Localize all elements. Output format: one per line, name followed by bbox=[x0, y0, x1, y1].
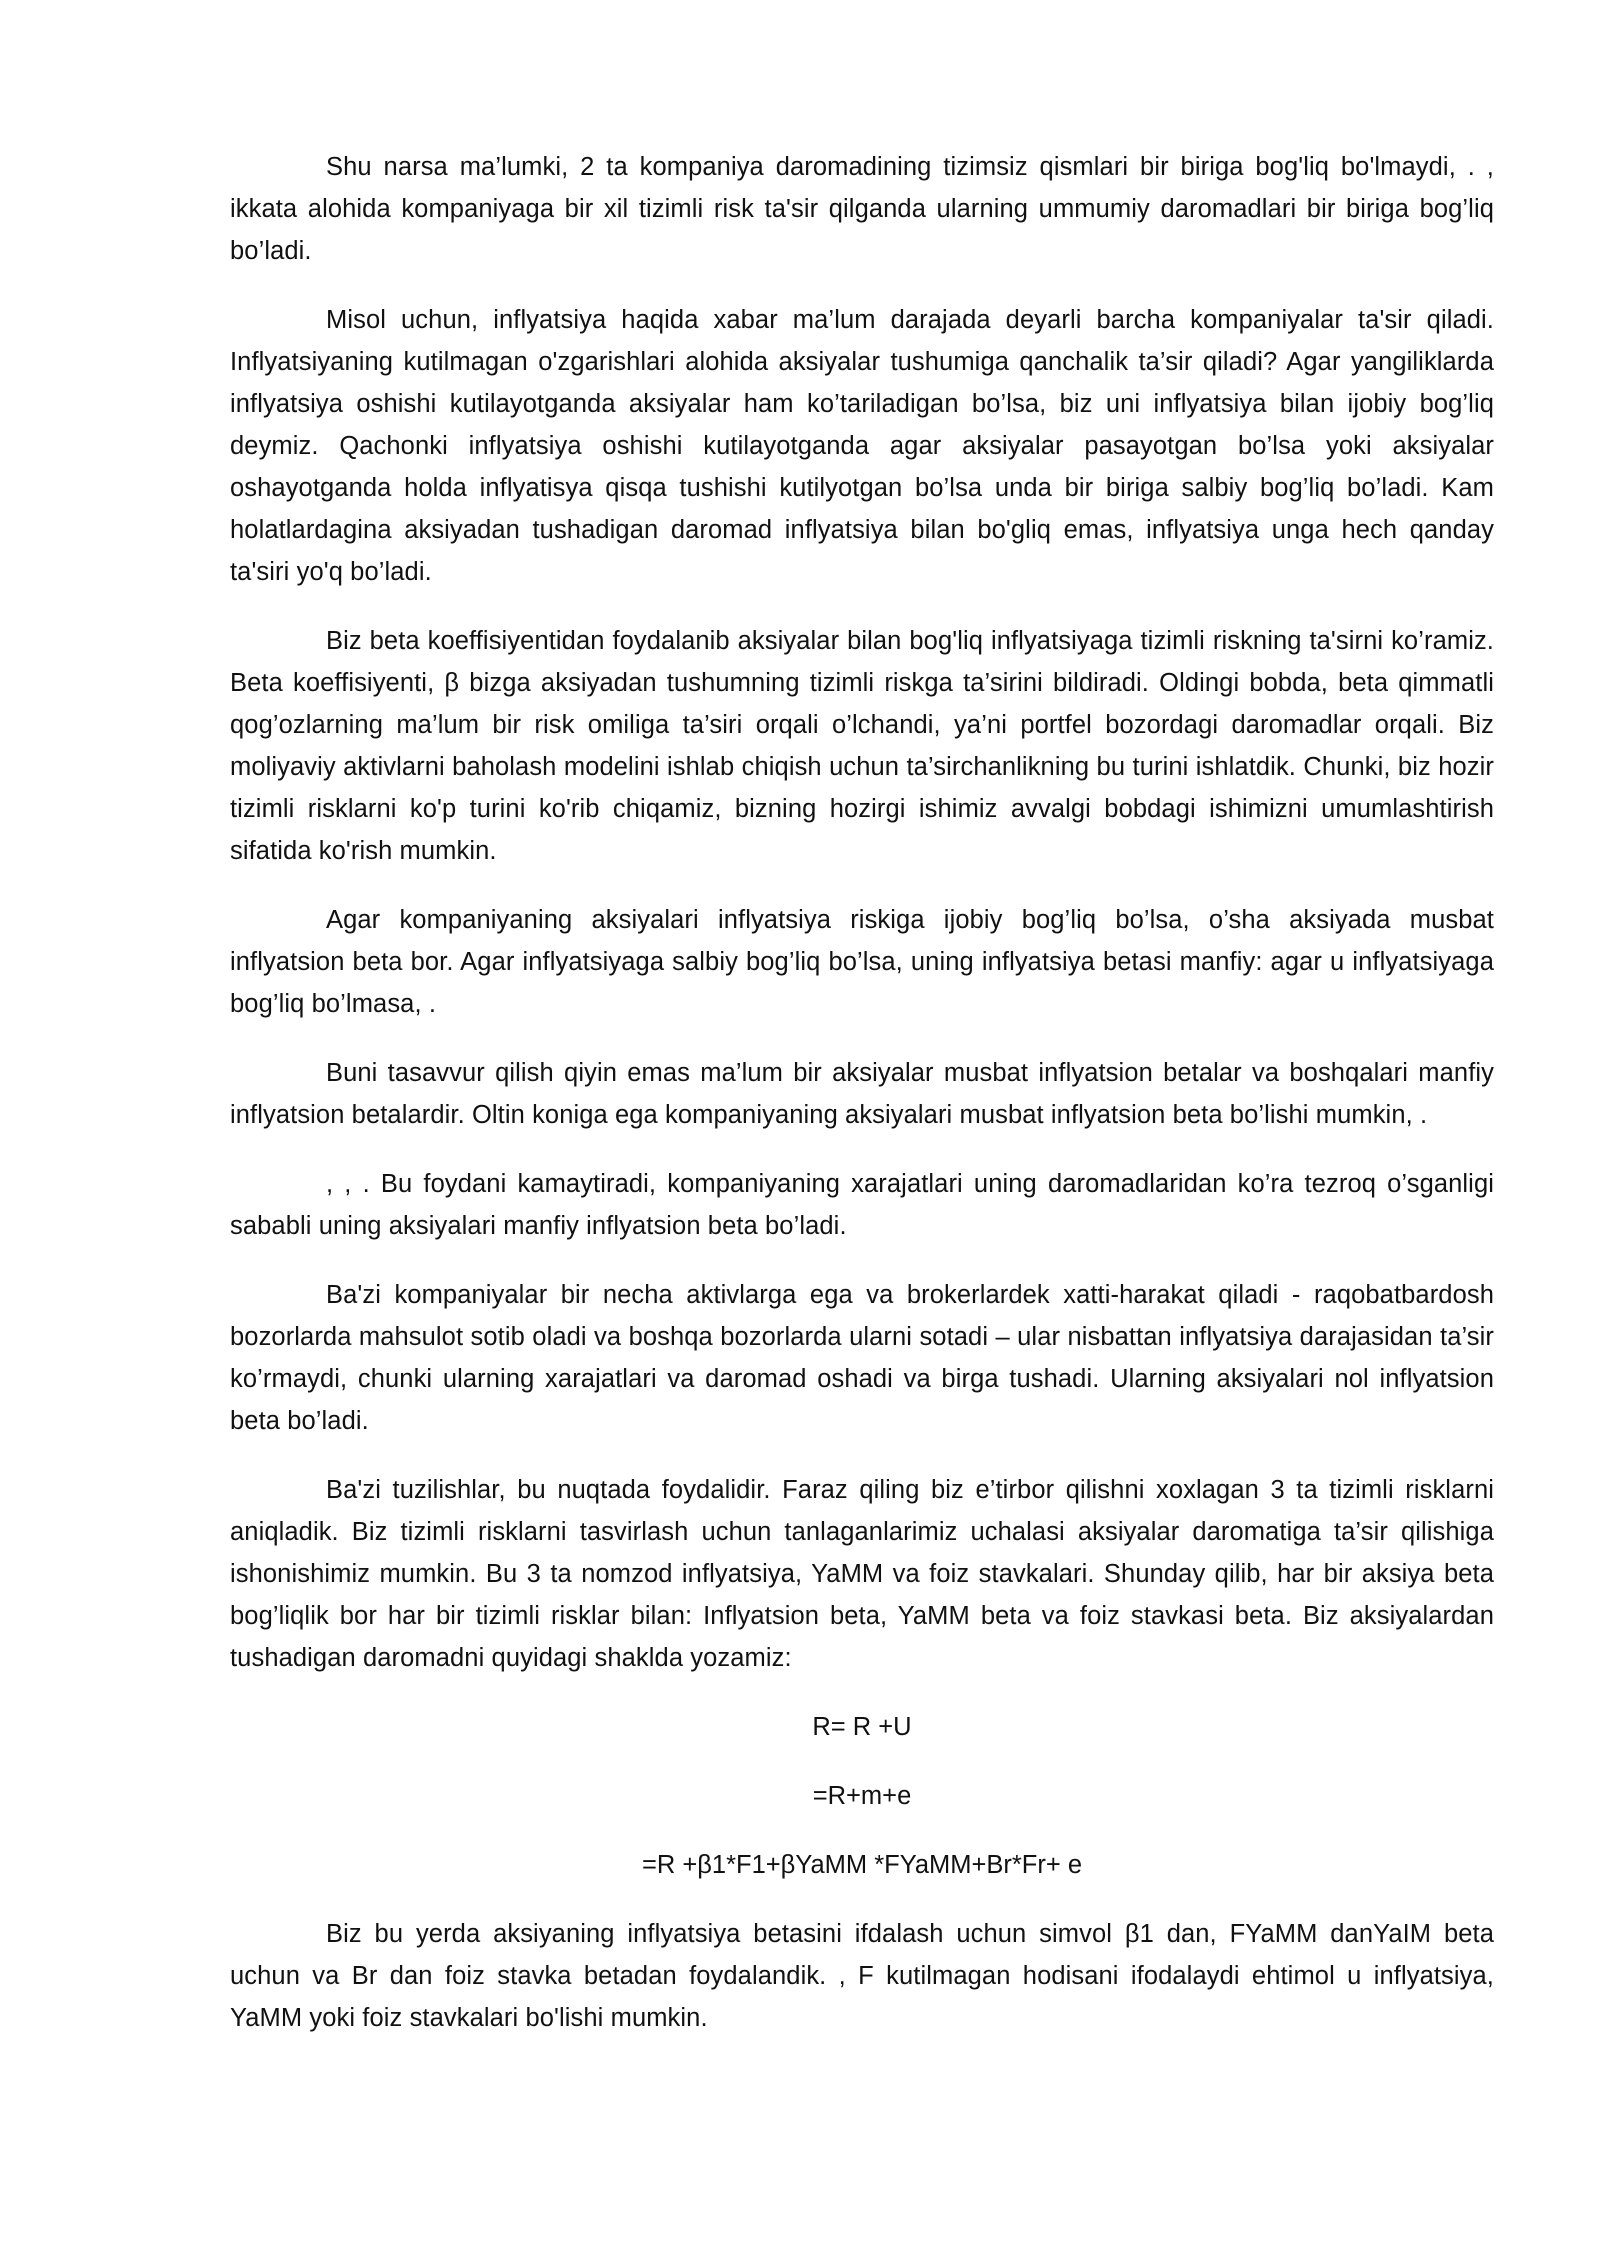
paragraph-2: Misol uchun, inflyatsiya haqida xabar ma’lum darajada deyarli barcha kompaniyalar ta'sir qiladi. Inflyatsiyaning kutilmagan o'zgarishlari alohida aksiyalar tushumiga qanchalik ta’sir qiladi? Agar yangiliklarda inflyatsiya oshishi kutilayotganda aksiyalar ham ko’tariladigan bo’lsa, biz uni inflyatsiya bilan ijobiy bog’liq deymiz. Qachonki inflyatsiya oshishi kutilayotganda agar aksiyalar pasayotgan bo’lsa yoki aksiyalar oshayotganda holda inflyatisya qisqa tushishi kutilyotgan bo’lsa unda bir biriga salbiy bog’liq bo’ladi. Kam holatlardagina aksiyadan tushadigan daromad inflyatsiya bilan bo'gliq emas, inflyatsiya unga hech qanday ta'siri yo'q bo’ladi. bbox=[230, 306, 1494, 586]
paragraph-5: Buni tasavvur qilish qiyin emas ma’lum bir aksiyalar musbat inflyatsion betalar va boshqalari manfiy inflyatsion betalardir. Oltin koniga ega kompaniyaning aksiyalari musbat inflyatsion beta bo’lishi mumkin, . bbox=[230, 1059, 1494, 1129]
paragraph-6: , , . Bu foydani kamaytiradi, kompaniyaning xarajatlari uning daromadlaridan ko’ra tezroq o’sganligi sababli uning aksiyalari manfiy inflyatsion beta bo’ladi. bbox=[230, 1170, 1494, 1240]
formula-block bbox=[230, 1706, 1494, 1886]
paragraph-7: Ba'zi kompaniyalar bir necha aktivlarga ega va brokerlardek xatti-harakat qiladi - raqobatbardosh bozorlarda mahsulot sotib oladi va boshqa bozorlarda ularni sotadi – ular nisbattan inflyatsiya darajasidan ta’sir ko’rmaydi, chunki ularning xarajatlari va daromad oshadi va birga tushadi. Ularning aksiyalari nol inflyatsion beta bo’ladi. bbox=[230, 1281, 1494, 1435]
paragraph-8: Ba'zi tuzilishlar, bu nuqtada foydalidir. Faraz qiling biz e’tirbor qilishni xoxlagan 3 ta tizimli risklarni aniqladik. Biz tizimli risklarni tasvirlash uchun tanlaganlarimiz uchalasi aksiyalar daromatiga ta’sir qilishiga ishonishimiz mumkin. Bu 3 ta nomzod inflyatsiya, YaMM va foiz stavkalari. Shunday qilib, har bir aksiya beta bog’liqlik bor har bir tizimli risklar bilan: Inflyatsion beta, YaMM beta va foiz stavkasi beta. Biz aksiyalardan tushadigan daromadni quyidagi shaklda yozamiz: bbox=[230, 1476, 1494, 1672]
paragraph-closing: Biz bu yerda aksiyaning inflyatsiya betasini ifdalash uchun simvol β1 dan, FYaMM danYaIM beta uchun va Br dan foiz stavka betadan foydalandik. , F kutilmagan hodisani ifodalaydi ehtimol u inflyatsiya, YaMM yoki foiz stavkalari bo'lishi mumkin. bbox=[230, 1920, 1494, 2032]
formula-3: =R +β1*F1+βYaMM *FYaMM+Br*Fr+ e bbox=[641, 1851, 1083, 1879]
formula-2: =R+m+e bbox=[812, 1782, 912, 1810]
paragraph-4: Agar kompaniyaning aksiyalari inflyatsiya riskiga ijobiy bog’liq bo’lsa, o’sha aksiyada musbat inflyatsion beta bor. Agar inflyatsiyaga salbiy bog’liq bo’lsa, uning inflyatsiya betasi manfiy: agar u inflyatsiyaga bog’liq bo’lmasa, . bbox=[230, 906, 1494, 1018]
paragraph-1: Shu narsa ma’lumki, 2 ta kompaniya daromadining tizimsiz qismlari bir biriga bog'liq bo'lmaydi, . , ikkata alohida kompaniyaga bir xil tizimli risk ta'sir qilganda ularning ummumiy daromadlari bir biriga bog’liq bo’ladi. bbox=[230, 153, 1494, 265]
formula-1: R= R +U bbox=[812, 1713, 912, 1741]
paragraph-3: Biz beta koeffisiyentidan foydalanib aksiyalar bilan bog'liq inflyatsiyaga tizimli riskning ta'sirni ko’ramiz. Beta koeffisiyenti, β bizga aksiyadan tushumning tizimli riskga ta’sirini bildiradi. Oldingi bobda, beta qimmatli qog’ozlarning ma’lum bir risk omiliga ta’siri orqali o’lchandi, ya’ni portfel bozordagi daromadlar orqali. Biz moliyaviy aktivlarni baholash modelini ishlab chiqish uchun ta’sirchanlikning bu turini ishlatdik. Chunki, biz hozir tizimli risklarni ko'p turini ko'rib chiqamiz, bizning hozirgi ishimiz avvalgi bobdagi ishimizni umumlashtirish sifatida ko'rish mumkin. bbox=[230, 627, 1494, 865]
